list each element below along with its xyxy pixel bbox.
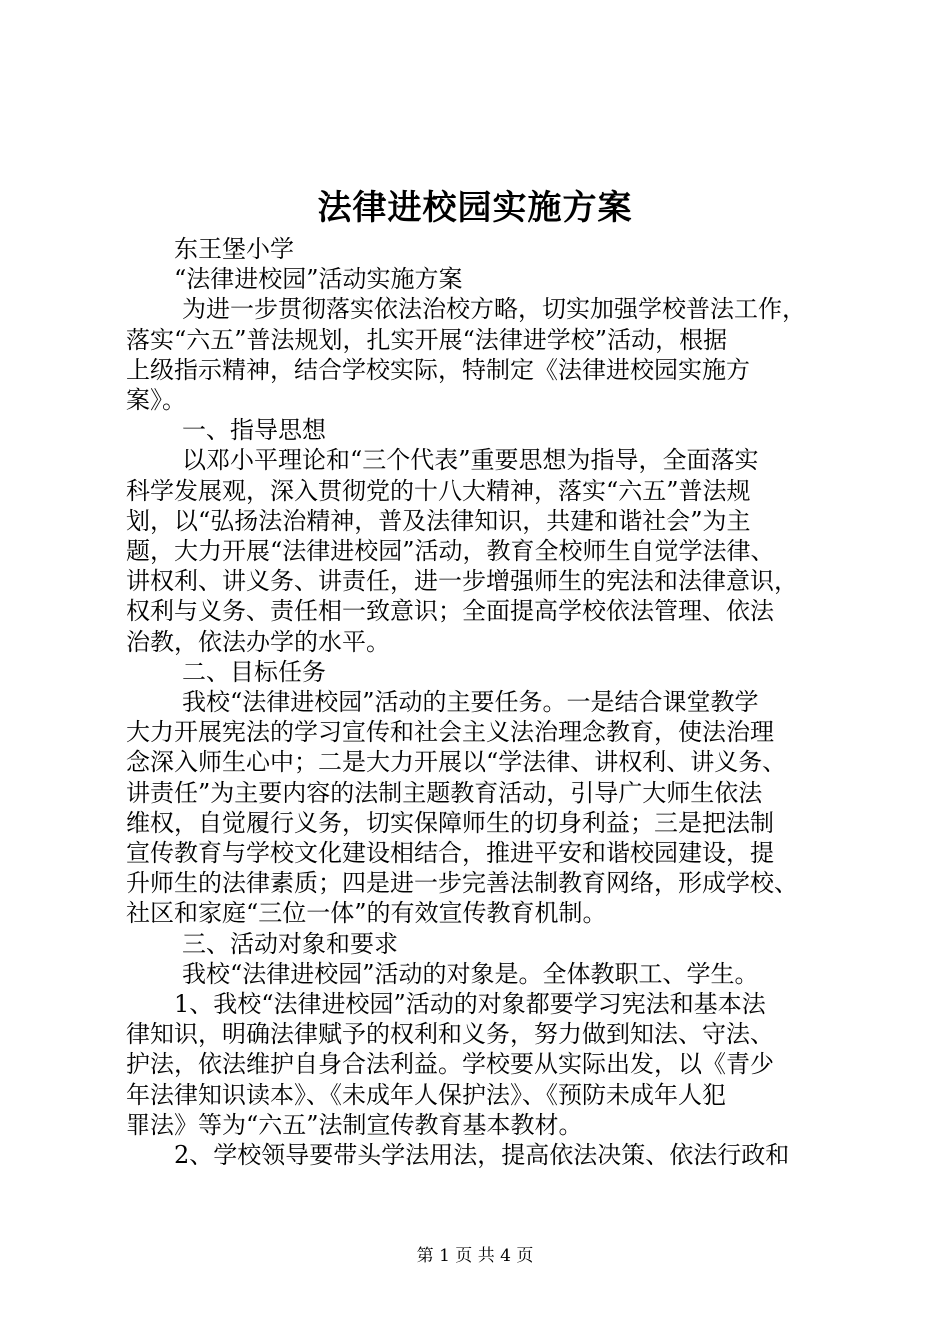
paragraph-line: 年法律知识读本》、《未成年人保护法》、《预防未成年人犯 [126,1080,726,1109]
paragraph-line: 社区和家庭“三位一体”的有效宣传教育机制。 [126,899,607,928]
paragraph-line: 权利与义务、责任相一致意识；全面提高学校依法管理、依法 [126,597,774,626]
document-title: 法律进校园实施方案 [317,188,633,228]
paragraph-line: 念深入师生心中；二是大力开展以“学法律、讲权利、讲义务、 [126,748,787,777]
paragraph-line: 宣传教育与学校文化建设相结合，推进平安和谐校园建设，提 [126,839,774,868]
document-body [126,234,846,1170]
paragraph-line: 律知识，明确法律赋予的权利和义务，努力做到知法、守法、 [126,1020,774,1049]
paragraph-line: 案》。 [126,386,186,415]
paragraph-line: 升师生的法律素质；四是进一步完善法制教育网络，形成学校、 [126,869,798,898]
paragraph-line: 讲责任”为主要内容的法制主题教育活动，引导广大师生依法 [126,778,763,807]
school-name-line: 东王堡小学 [174,235,294,263]
paragraph-line: 2、学校领导要带头学法用法，提高依法决策、依法行政和 [174,1141,790,1170]
paragraph-line: 上级指示精神，结合学校实际，特制定《法律进校园实施方 [126,355,750,384]
subtitle-line: “法律进校园”活动实施方案 [174,265,463,294]
paragraph-line: 为进一步贯彻落实依法治校方略，切实加强学校普法工作， [182,295,806,324]
paragraph-line: 落实“六五”普法规划，扎实开展“法律进学校”活动，根据 [126,325,728,354]
paragraph-line: 划，以“弘扬法治精神，普及法律知识，共建和谐社会”为主 [126,506,751,535]
section-heading: 三、活动对象和要求 [182,929,398,958]
paragraph-line: 我校“法律进校园”活动的主要任务。一是结合课堂教学 [182,688,759,717]
paragraph-line: 维权，自觉履行义务，切实保障师生的切身利益；三是把法制 [126,808,774,837]
paragraph-line: 我校“法律进校园”活动的对象是。全体教职工、学生。 [182,959,759,988]
paragraph-line: 题，大力开展“法律进校园”活动，教育全校师生自觉学法律、 [126,537,775,566]
section-heading: 一、指导思想 [182,416,326,445]
page-number-footer: 第 1 页 共 4 页 [416,1246,534,1266]
section-heading: 二、目标任务 [182,657,326,686]
paragraph-line: 罪法》等为“六五”法制宣传教育基本教材。 [126,1110,583,1139]
paragraph-line: 讲权利、讲义务、讲责任，进一步增强师生的宪法和法律意识， [126,567,798,596]
paragraph-line: 以邓小平理论和“三个代表”重要思想为指导，全面落实 [182,446,759,475]
paragraph-line: 科学发展观，深入贯彻党的十八大精神，落实“六五”普法规 [126,476,751,505]
paragraph-line: 1、我校“法律进校园”活动的对象都要学习宪法和基本法 [174,990,766,1019]
paragraph-line: 护法，依法维护自身合法利益。学校要从实际出发，以《青少 [126,1050,774,1079]
paragraph-line: 治教，依法办学的水平。 [126,627,390,656]
paragraph-line: 大力开展宪法的学习宣传和社会主义法治理念教育，使法治理 [126,718,774,747]
